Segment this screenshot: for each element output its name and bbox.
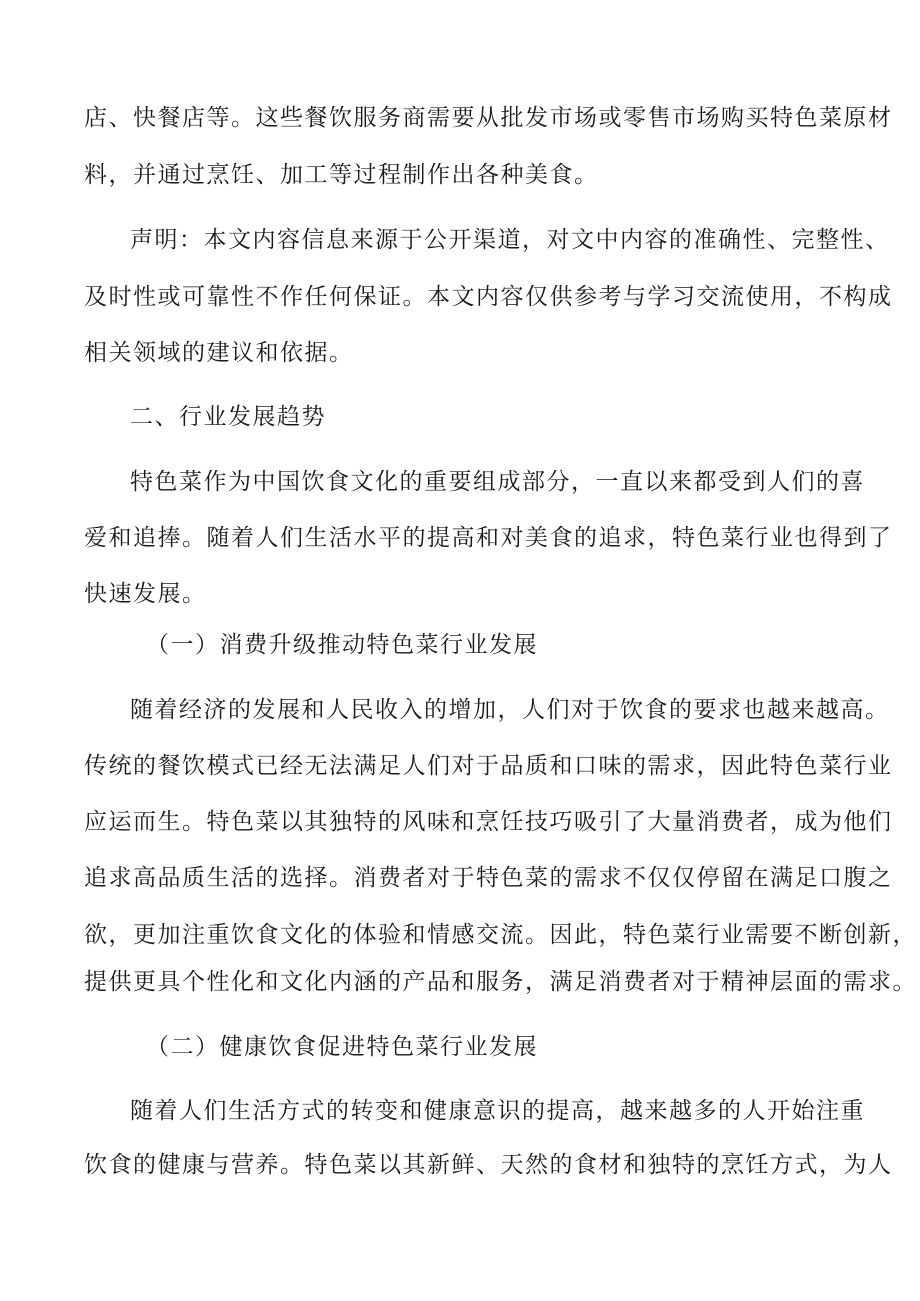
paragraph-intro-line-2: 料，并通过烹饪、加工等过程制作出各种美食。 (84, 162, 599, 188)
section-intro-line-3: 快速发展。 (84, 581, 207, 607)
subsection-1-line-2: 传统的餐饮模式已经无法满足人们对于品质和口味的需求，因此特色菜行业 (84, 753, 893, 779)
paragraph-intro-line-1: 店、快餐店等。这些餐饮服务商需要从批发市场或零售市场购买特色菜原材 (84, 105, 893, 131)
disclaimer-line-1: 声明：本文内容信息来源于公开渠道，对文中内容的准确性、完整性、 (130, 227, 890, 253)
subsection-1-line-5: 欲，更加注重饮食文化的体验和情感交流。因此，特色菜行业需要不断创新， (84, 922, 917, 948)
section-title: 二、行业发展趋势 (130, 404, 326, 430)
subsection-2-line-2: 饮食的健康与营养。特色菜以其新鲜、天然的食材和独特的烹饪方式，为人 (84, 1152, 893, 1178)
subsection-1-line-1: 随着经济的发展和人民收入的增加，人们对于饮食的要求也越来越高。 (130, 697, 890, 723)
subsection-2-title: （二）健康饮食促进特色菜行业发展 (146, 1034, 538, 1060)
subsection-1-title: （一）消费升级推动特色菜行业发展 (146, 632, 538, 658)
subsection-1-line-4: 追求高品质生活的选择。消费者对于特色菜的需求不仅仅停留在满足口腹之 (84, 865, 893, 891)
subsection-1-line-6: 提供更具个性化和文化内涵的产品和服务，满足消费者对于精神层面的需求。 (84, 969, 917, 995)
disclaimer-line-2: 及时性或可靠性不作任何保证。本文内容仅供参考与学习交流使用，不构成 (84, 284, 893, 310)
subsection-1-line-3: 应运而生。特色菜以其独特的风味和烹饪技巧吸引了大量消费者，成为他们 (84, 809, 893, 835)
section-intro-line-1: 特色菜作为中国饮食文化的重要组成部分，一直以来都受到人们的喜 (130, 469, 865, 495)
section-intro-line-2: 爱和追捧。随着人们生活水平的提高和对美食的追求，特色菜行业也得到了 (84, 525, 893, 551)
subsection-2-line-1: 随着人们生活方式的转变和健康意识的提高，越来越多的人开始注重 (130, 1098, 865, 1124)
disclaimer-line-3: 相关领域的建议和依据。 (84, 340, 354, 366)
